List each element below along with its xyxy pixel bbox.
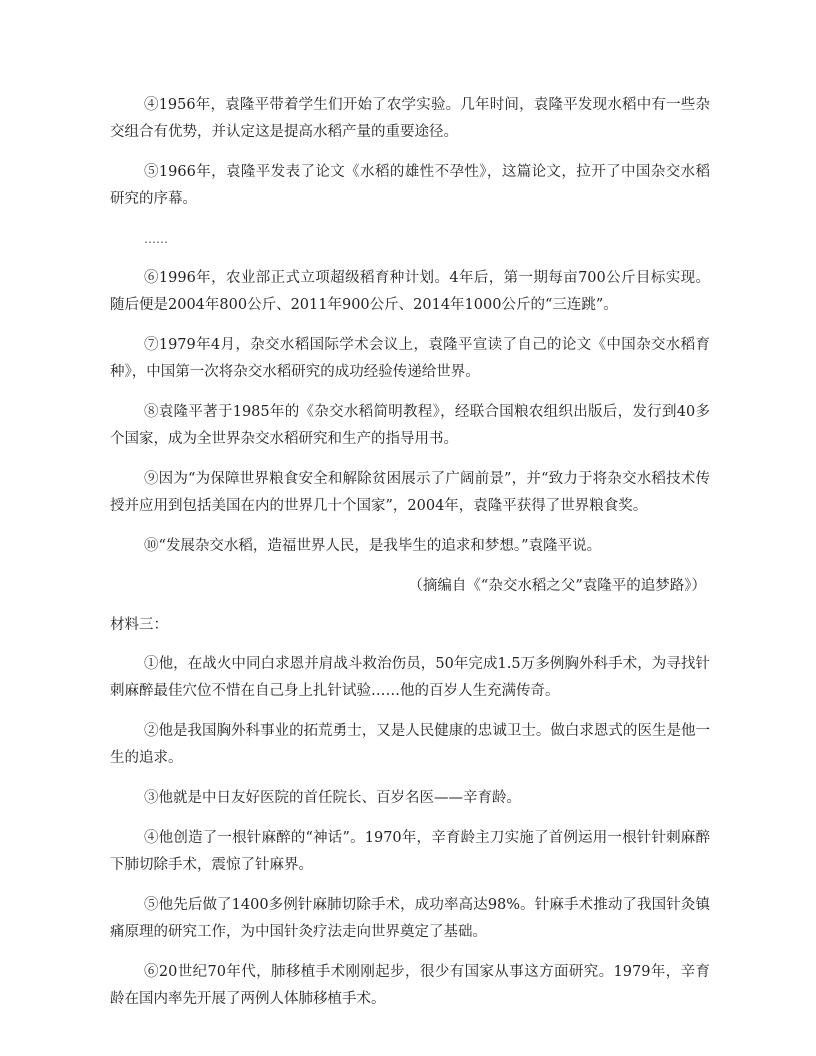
document-body [110,92,710,1026]
paragraph-m2-8: ⑧袁隆平著于1985年的《杂交水稻简明教程》，经联合国粮农组织出版后，发行到40多个国家，成为全世界杂交水稻研究和生产的指导用书。 [110,404,710,447]
paragraph-m3-2: ②他是我国胸外科事业的拓荒勇士，又是人民健康的忠诚卫士。做白求恩式的医生是他一生的追求。 [110,723,710,766]
paragraph-m2-5: ⑤1966年，袁隆平发表了论文《水稻的雄性不孕性》，这篇论文，拉开了中国杂交水稻研究的序幕。 [110,164,710,207]
section-heading-material3: 材料三： [110,617,168,633]
paragraph-m2-9: ⑨因为“为保障世界粮食安全和解除贫困展示了广阔前景”，并“致力于将杂交水稻技术传授并应用到包括美国在内的世界几十个国家”，2004年，袁隆平获得了世界粮食奖。 [110,471,710,514]
paragraph-m2-10: ⑩“发展杂交水稻，造福世界人民，是我毕生的追求和梦想。”袁隆平说。 [144,538,602,554]
paragraph-m3-6: ⑥20世纪70年代，肺移植手术刚刚起步，很少有国家从事这方面研究。1979年，辛育龄在国内率先开展了两例人体肺移植手术。 [110,964,710,1007]
paragraph-m3-1: ①他，在战火中同白求恩并肩战斗救治伤员，50年完成1.5万多例胸外科手术，为寻找针刺麻醉最佳穴位不惜在自己身上扎针试验……他的百岁人生充满传奇。 [110,656,710,699]
ellipsis: …… [144,232,168,246]
source-citation: （摘编自《“杂交水稻之父”袁隆平的追梦路》） [408,578,706,594]
paragraph-m2-6: ⑥1996年，农业部正式立项超级稻育种计划。4年后，第一期每亩700公斤目标实现。随后便是2004年800公斤、2011年900公斤、2014年1000公斤的“三连跳”。 [110,270,710,313]
paragraph-m3-4: ④他创造了一根针麻醉的“神话”。1970年，辛育龄主刀实施了首例运用一根针针刺麻醉下肺切除手术，震惊了针麻界。 [110,830,710,873]
paragraph-m3-5: ⑤他先后做了1400多例针麻肺切除手术，成功率高达98%。针麻手术推动了我国针灸镇痛原理的研究工作，为中国针灸疗法走向世界奠定了基础。 [110,897,710,940]
paragraph-m3-3: ③他就是中日友好医院的首任院长、百岁名医——辛育龄。 [144,790,521,806]
paragraph-m2-4: ④1956年，袁隆平带着学生们开始了农学实验。几年时间，袁隆平发现水稻中有一些杂交组合有优势，并认定这是提高水稻产量的重要途径。 [110,97,710,140]
paragraph-m2-7: ⑦1979年4月，杂交水稻国际学术会议上，袁隆平宣读了自己的论文《中国杂交水稻育种》，中国第一次将杂交水稻研究的成功经验传递给世界。 [110,337,710,380]
